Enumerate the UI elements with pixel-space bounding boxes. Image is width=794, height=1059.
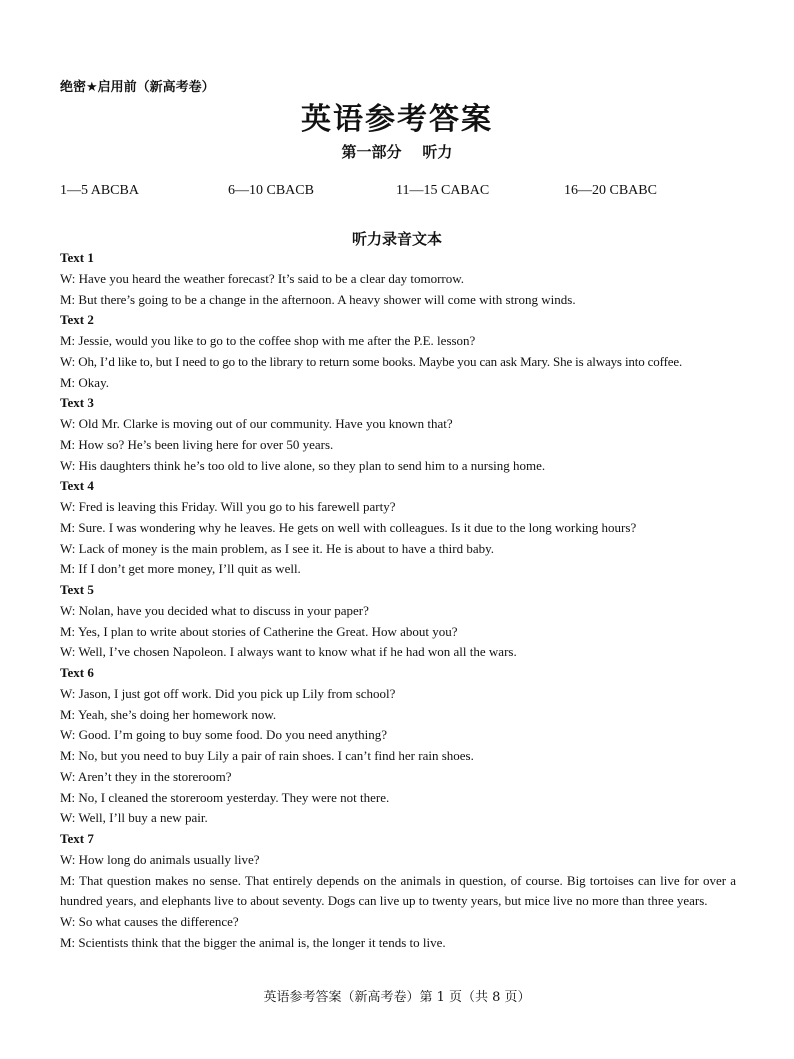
dialogue-line: W: Good. I’m going to buy some food. Do you need anything? bbox=[60, 727, 387, 743]
dialogue-line: W: So what causes the difference? bbox=[60, 914, 239, 929]
dialogue-line: M: Yeah, she’s doing her homework now. bbox=[60, 706, 277, 722]
text-heading: Text 5 bbox=[60, 582, 94, 597]
text-heading: Text 1 bbox=[60, 250, 94, 265]
page-title: 英语参考答案 bbox=[301, 102, 493, 137]
dialogue-line: M: But there’s going to be a change in the afternoon. A heavy shower will come with strong winds. bbox=[60, 291, 576, 307]
dialogue-line: M: No, but you need to buy Lily a pair of rain shoes. I can’t find her rain shoes. bbox=[60, 748, 474, 763]
answer-row bbox=[0, 183, 794, 203]
text-heading: Text 2 bbox=[60, 312, 94, 328]
text-heading: Text 7 bbox=[60, 831, 94, 846]
page-footer: 英语参考答案（新高考卷）第 1 页（共 8 页） bbox=[263, 990, 531, 1005]
text-heading: Text 6 bbox=[60, 665, 94, 680]
dialogue-line: W: Lack of money is the main problem, as I see it. He is about to have a third baby. bbox=[60, 540, 495, 556]
answers-11-15: 11—15 CABAC bbox=[396, 183, 490, 198]
dialogue-line: M: Scientists think that the bigger the animal is, the longer it tends to live. bbox=[60, 934, 446, 950]
text-heading: Text 4 bbox=[60, 478, 94, 494]
dialogue-line: M: Yes, I plan to write about stories of Catherine the Great. How about you? bbox=[60, 623, 458, 639]
dialogue-line: W: His daughters think he’s too old to live alone, so they plan to send him to a nursing home. bbox=[60, 457, 546, 473]
dialogue-line: W: Jason, I just got off work. Did you pick up Lily from school? bbox=[60, 685, 396, 701]
answers-1-5: 1—5 ABCBA bbox=[60, 183, 139, 198]
text-heading: Text 3 bbox=[60, 395, 94, 411]
dialogue-line: M: No, I cleaned the storeroom yesterday. They were not there. bbox=[60, 789, 390, 805]
dialogue-line: W: How long do animals usually live? bbox=[60, 851, 260, 867]
answers-16-20: 16—20 CBABC bbox=[564, 183, 657, 198]
dialogue-line: M: How so? He’s been living here for over 50 years. bbox=[60, 436, 334, 452]
dialogue-line: M: Sure. I was wondering why he leaves. He gets on well with colleagues. Is it due to the long working hours? bbox=[60, 519, 637, 535]
part-subtitle: 第一部分 听力 bbox=[341, 143, 453, 161]
transcript bbox=[60, 248, 736, 954]
dialogue-line: W: Fred is leaving this Friday. Will you go to his farewell party? bbox=[60, 499, 396, 514]
dialogue-paragraph: M: That question makes no sense. That entirely depends on the animals in question, of course. Big tortoises can live for over a hundred years, and elephants live to about seventy. Dogs can live up to twenty years, but mice live no more than three years. bbox=[60, 872, 736, 909]
dialogue-line: W: Well, I’ll buy a new pair. bbox=[60, 810, 208, 826]
dialogue-line: W: Old Mr. Clarke is moving out of our community. Have you known that? bbox=[60, 416, 453, 431]
confidential-label: 绝密★启用前（新高考卷） bbox=[60, 80, 215, 95]
dialogue-line: M: Jessie, would you like to go to the coffee shop with me after the P.E. lesson? bbox=[60, 333, 476, 348]
dialogue-line: W: Oh, I’d like to, but I need to go to the library to return some books. Maybe you can ask Mary. She is always into coffee. bbox=[60, 353, 683, 369]
answers-6-10: 6—10 CBACB bbox=[228, 183, 314, 198]
dialogue-line: W: Aren’t they in the storeroom? bbox=[60, 768, 232, 784]
dialogue-line: W: Have you heard the weather forecast? It’s said to be a clear day tomorrow. bbox=[60, 270, 465, 286]
dialogue-line: M: If I don’t get more money, I’ll quit as well. bbox=[60, 561, 301, 577]
dialogue-line: W: Well, I’ve chosen Napoleon. I always want to know what if he had won all the wars. bbox=[60, 644, 517, 660]
dialogue-line: M: Okay. bbox=[60, 374, 109, 390]
section-title: 听力录音文本 bbox=[351, 230, 442, 248]
dialogue-line: W: Nolan, have you decided what to discuss in your paper? bbox=[60, 602, 369, 618]
